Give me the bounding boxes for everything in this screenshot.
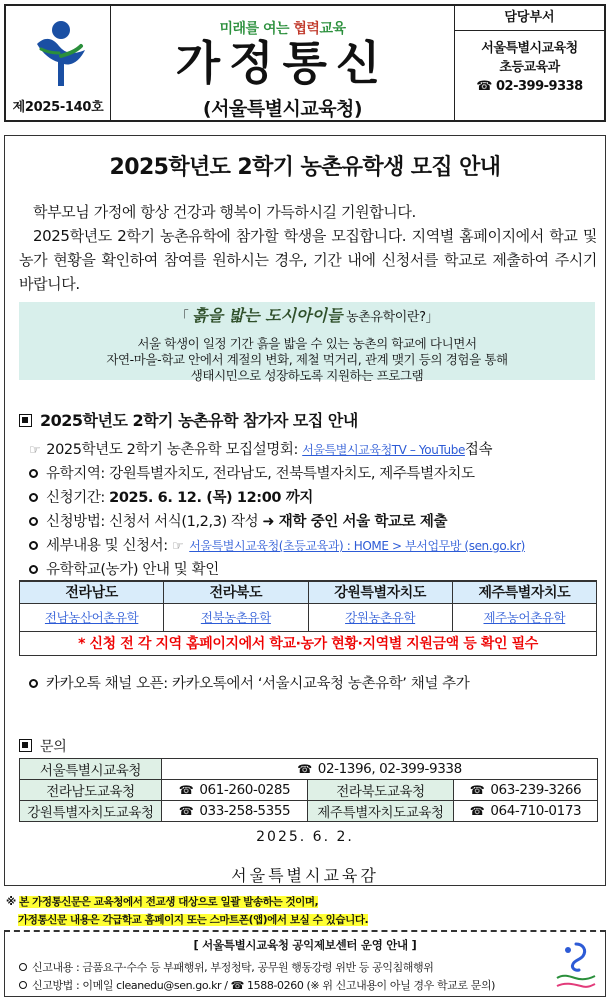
phone-icon: ☎ xyxy=(178,804,194,818)
circle-bullet-icon xyxy=(29,469,38,478)
campaign-logo-icon xyxy=(553,940,599,994)
contact-phone: 033-258-5355 xyxy=(199,803,291,819)
header-center xyxy=(111,6,454,120)
report-center-box xyxy=(4,930,606,997)
circle-bullet-icon xyxy=(29,493,38,502)
period-item xyxy=(29,486,313,507)
filled-square-icon xyxy=(19,414,32,427)
footnote-line-1 xyxy=(6,894,318,909)
banner-line-1: 서울 학생이 일정 기간 흙을 밟을 수 있는 농촌의 학교에 다니면서 xyxy=(137,336,477,351)
banner-question: 농촌유학이란?」 xyxy=(346,310,439,325)
kakao-item xyxy=(29,672,469,693)
intro-paragraph-1: 학부모님 가정에 항상 건강과 행복이 가득하시길 기원합니다. xyxy=(33,203,416,221)
intro-text xyxy=(19,200,597,296)
contact-org: 전라북도교육청 xyxy=(308,780,454,801)
issuer-name: 서울특별시교육감 xyxy=(231,866,379,885)
contact-phone-cell xyxy=(454,780,598,801)
contact-phone: 063-239-3266 xyxy=(490,782,582,798)
banner-line-3: 생태시민으로 성장하도록 지원하는 프로그램 xyxy=(190,368,424,383)
footnote-text-1: 본 가정통신문은 교육청에서 전교생 대상으로 일괄 발송하는 것이며, xyxy=(19,896,319,908)
section-title xyxy=(19,408,358,431)
regions-text: 유학지역: 강원특별자치도, 전라남도, 전북특별자치도, 제주특별자치도 xyxy=(46,466,475,482)
issue-date: 2025. 6. 2. xyxy=(256,829,354,845)
region-table xyxy=(19,580,597,656)
arrow-right-icon: ➜ xyxy=(262,514,275,530)
method-item xyxy=(29,510,447,531)
report-line-2 xyxy=(19,977,495,993)
contact-org: 강원특별자치도교육청 xyxy=(20,801,162,822)
footnote-text-2: 가정통신문 내용은 각급학교 홈페이지 또는 스마트폰(앱)에서 보실 수 있습니다. xyxy=(18,914,369,926)
program-logo-text: 흙을 밟는 도시아이들 xyxy=(192,306,343,325)
regions-item xyxy=(29,462,475,483)
contact-row xyxy=(20,759,598,780)
filled-square-icon xyxy=(19,739,32,752)
banner-quote-open: 「 xyxy=(175,310,189,325)
gangwon-link[interactable]: 강원농촌유학 xyxy=(345,610,416,625)
details-label: 세부내용 및 신청서: xyxy=(46,538,172,554)
region-cell xyxy=(452,603,596,631)
issue-number: 제2025-140호 xyxy=(12,100,104,115)
contact-phone-cell xyxy=(162,780,308,801)
newsletter-title: 가정통신 xyxy=(175,36,390,90)
department-page-link[interactable]: 서울특별시교육청(초등교육과) : HOME > 부서업무방 (sen.go.kr) xyxy=(189,539,525,553)
briefing-suffix: 접속 xyxy=(464,442,493,458)
region-cell xyxy=(308,603,452,631)
region-cell xyxy=(20,603,164,631)
department-box xyxy=(454,6,604,120)
briefing-item xyxy=(29,438,492,459)
intro-paragraph-2: 2025학년도 2학기 농촌유학에 참가할 학생을 모집합니다. 지역별 홈페이지에서 학교 및 농가 현황을 확인하여 참여를 원하시는 경우, 기간 내에 신청서를 학교로 제출하여 주시기 바랍니다. xyxy=(19,227,597,293)
slogan xyxy=(111,18,454,38)
banner-heading xyxy=(19,302,595,336)
region-link-row xyxy=(20,603,597,631)
details-item xyxy=(29,534,525,555)
circle-bullet-icon xyxy=(29,517,38,526)
department-division: 초등교육과 xyxy=(499,60,560,75)
region-header-jeonnam: 전라남도 xyxy=(20,581,164,603)
region-cell xyxy=(164,603,308,631)
phone-icon: ☎ xyxy=(469,804,485,818)
section-title-text: 2025학년도 2학기 농촌유학 참가자 모집 안내 xyxy=(40,411,358,430)
footnote-line-2 xyxy=(18,912,368,927)
contact-row xyxy=(20,801,598,822)
contact-phone-cell xyxy=(454,801,598,822)
header-left xyxy=(6,6,111,120)
main-content xyxy=(4,135,606,886)
department-label: 담당부서 xyxy=(455,6,604,31)
header xyxy=(4,4,606,122)
slogan-text-end: 교육 xyxy=(319,21,346,37)
contact-heading xyxy=(19,736,66,756)
document-title: 2025학년도 2학기 농촌유학생 모집 안내 xyxy=(109,155,501,180)
kakao-text: 카카오톡 채널 오픈: 카카오톡에서 ‘서울시교육청 농촌유학’ 채널 추가 xyxy=(46,676,470,692)
report-line-1 xyxy=(19,959,433,975)
region-note-row xyxy=(20,631,597,655)
pointing-hand-icon: ☞ xyxy=(171,539,184,554)
contact-phone: 02-1396, 02-399-9338 xyxy=(317,761,462,777)
region-header-row xyxy=(20,581,597,603)
contact-phone: 064-710-0173 xyxy=(490,803,582,819)
region-header-gangwon: 강원특별자치도 xyxy=(308,581,452,603)
circle-bullet-icon xyxy=(19,981,27,989)
briefing-label: 2025학년도 2학기 농촌유학 모집설명회: xyxy=(46,442,303,458)
banner-line-2: 자연-마을-학교 안에서 계절의 변화, 제철 먹거리, 관계 맺기 등의 경험을 통해 xyxy=(106,352,508,367)
contact-phone-cell xyxy=(162,801,308,822)
jeju-link[interactable]: 제주농어촌유학 xyxy=(483,610,566,625)
slogan-accent: 협력 xyxy=(293,21,320,37)
phone-icon: ☎ xyxy=(297,762,312,776)
contact-org: 서울특별시교육청 xyxy=(20,759,162,780)
phone-icon: ☎ xyxy=(178,783,194,797)
circle-bullet-icon xyxy=(29,679,38,688)
contact-phone: 061-260-0285 xyxy=(199,782,291,798)
newsletter-subtitle: (서울특별시교육청) xyxy=(202,98,363,120)
youtube-link[interactable]: 서울특별시교육청TV – YouTube xyxy=(302,443,465,457)
school-info-text: 유학학교(농가) 안내 및 확인 xyxy=(46,562,219,578)
contact-table xyxy=(19,758,598,822)
report-method: 신고방법 : 이메일 cleanedu@sen.go.kr / ☎ 1588-0260 (※ 위 신고내용이 아닐 경우 학교로 문의) xyxy=(32,979,496,992)
method-value: 재학 중인 서울 학교로 제출 xyxy=(274,514,448,530)
contact-org: 제주특별자치도교육청 xyxy=(308,801,454,822)
note-mark: ※ xyxy=(6,896,16,908)
contact-phone-cell xyxy=(162,759,598,780)
seoul-education-emblem-icon xyxy=(31,16,91,90)
circle-bullet-icon xyxy=(29,541,38,550)
report-content: 신고내용 : 금품요구·수수 등 부패행위, 부정청탁, 공무원 행동강령 위반 등 공익침해행위 xyxy=(32,961,434,974)
period-value: 2025. 6. 12. (목) 12:00 까지 xyxy=(109,490,313,506)
method-label: 신청방법: 신청서 서식(1,2,3) 작성 xyxy=(46,514,263,530)
contact-row xyxy=(20,780,598,801)
department-phone: ☎ 02-399-9338 xyxy=(476,79,583,94)
period-label: 신청기간: xyxy=(46,490,110,506)
contact-org: 전라남도교육청 xyxy=(20,780,162,801)
pointing-hand-icon: ☞ xyxy=(29,443,41,458)
department-office: 서울특별시교육청 xyxy=(481,41,578,56)
region-header-jeju: 제주특별자치도 xyxy=(452,581,596,603)
region-header-jeonbuk: 전라북도 xyxy=(164,581,308,603)
circle-bullet-icon xyxy=(29,565,38,574)
contact-title: 문의 xyxy=(40,739,67,755)
region-note: * 신청 전 각 지역 홈페이지에서 학교·농가 현황·지역별 지원금액 등 확인 필수 xyxy=(20,631,597,655)
report-title: [ 서울특별시교육청 공익제보센터 운영 안내 ] xyxy=(193,938,417,952)
school-info-item xyxy=(29,558,219,579)
jeonnam-link[interactable]: 전남농산어촌유학 xyxy=(44,610,139,625)
department-info xyxy=(455,31,604,120)
program-banner xyxy=(19,302,595,383)
circle-bullet-icon xyxy=(19,963,27,971)
phone-icon: ☎ xyxy=(469,783,485,797)
jeonbuk-link[interactable]: 전북농촌유학 xyxy=(200,610,271,625)
slogan-text: 미래를 여는 xyxy=(219,21,294,37)
